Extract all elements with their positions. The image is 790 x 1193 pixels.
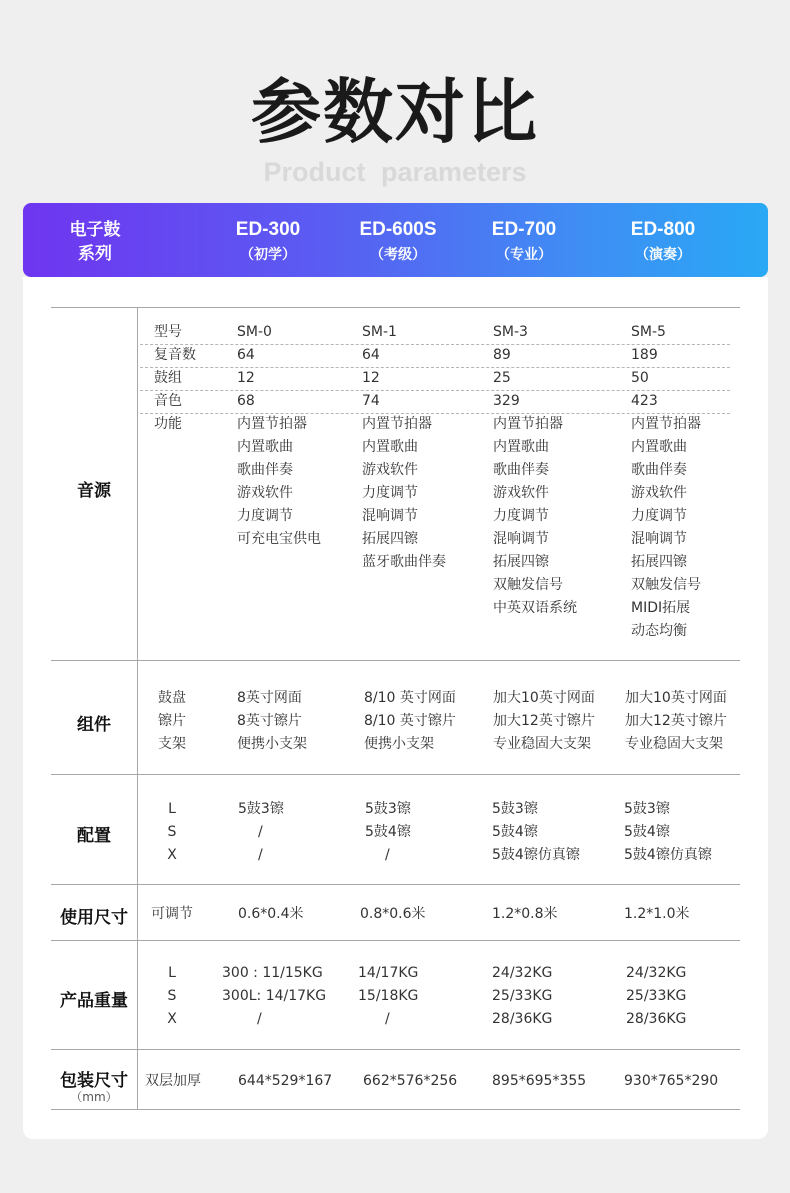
cell: 25 (493, 370, 511, 386)
cell: 15/18KG (358, 988, 419, 1004)
row-divider (51, 774, 740, 775)
model-ed300 (208, 218, 328, 268)
series-label-line1: 电子鼓 (69, 220, 121, 239)
cell: 8英寸镲片 (237, 713, 302, 729)
cell: 5鼓4镲 (365, 824, 411, 840)
cell: / (258, 824, 263, 840)
row-divider (51, 884, 740, 885)
cell: 5鼓3镲 (624, 801, 670, 817)
row-label: 音色 (154, 393, 182, 409)
function-item: 游戏软件 (362, 462, 418, 478)
category-product-weight: 产品重量 (60, 991, 128, 1011)
function-item: 双触发信号 (631, 577, 701, 593)
cell: 加大12英寸镲片 (493, 713, 595, 729)
cell: 加大12英寸镲片 (625, 713, 727, 729)
cell: 加大10英寸网面 (625, 690, 727, 706)
cell: 5鼓4镲仿真镲 (492, 847, 580, 863)
function-item: 内置歌曲 (362, 439, 418, 455)
row-divider (51, 1049, 740, 1050)
cell: 8/10 英寸镲片 (364, 713, 456, 729)
model-ed700 (464, 218, 584, 268)
row-divider (51, 660, 740, 661)
series-label (51, 218, 139, 266)
cell: 12 (362, 370, 380, 386)
cell: 930*765*290 (624, 1073, 719, 1089)
function-item: 混响调节 (631, 531, 687, 547)
function-item: 内置歌曲 (493, 439, 549, 455)
cell: 0.8*0.6米 (360, 906, 426, 922)
model-name: ED-800 (630, 219, 696, 240)
model-level: （专业） (496, 247, 552, 263)
function-list (362, 413, 446, 574)
function-item: 歌曲伴奏 (631, 462, 687, 478)
cell: 便携小支架 (364, 736, 434, 752)
row-label: X (167, 847, 177, 863)
model-header-bar (23, 203, 768, 277)
cell: 189 (631, 347, 658, 363)
cell: 专业稳固大支架 (493, 736, 591, 752)
function-item: 双触发信号 (493, 577, 563, 593)
page-subtitle: Product parameters (263, 157, 527, 187)
model-level: （考级） (370, 247, 426, 263)
category-column-divider (137, 307, 138, 1109)
row-label: 型号 (154, 324, 182, 340)
function-item: 力度调节 (493, 508, 549, 524)
function-item: 游戏软件 (493, 485, 549, 501)
cell: SM-5 (631, 324, 666, 340)
cell: 423 (631, 393, 658, 409)
function-item: 混响调节 (493, 531, 549, 547)
table-bottom-border (51, 1109, 740, 1110)
cell: 25/33KG (626, 988, 687, 1004)
row-label: X (167, 1011, 177, 1027)
packaging-title: 包装尺寸 (60, 1071, 128, 1091)
cell: 5鼓4镲 (492, 824, 538, 840)
cell: 64 (362, 347, 380, 363)
cell: 1.2*0.8米 (492, 906, 558, 922)
cell: SM-0 (237, 324, 272, 340)
model-name: ED-700 (491, 219, 557, 240)
function-item: 拓展四镲 (362, 531, 418, 547)
function-item: 动态均衡 (631, 623, 687, 639)
cell: 300 : 11/15KG (222, 965, 323, 981)
cell: / (385, 847, 390, 863)
function-list (631, 413, 701, 643)
model-name: ED-300 (235, 219, 301, 240)
cell: SM-1 (362, 324, 397, 340)
cell: 25/33KG (492, 988, 553, 1004)
function-item: MIDI拓展 (631, 600, 691, 616)
table-top-border (51, 307, 740, 308)
function-item: 蓝牙歌曲伴奏 (362, 554, 446, 570)
model-name: ED-600S (359, 219, 437, 240)
row-label: 鼓盘 (158, 690, 186, 706)
model-level: （初学） (240, 247, 296, 263)
function-item: 力度调节 (237, 508, 293, 524)
row-label: 可调节 (151, 906, 193, 922)
cell: / (257, 1011, 262, 1027)
function-item: 中英双语系统 (493, 600, 577, 616)
row-label: 复音数 (154, 347, 196, 363)
row-label: 镲片 (158, 713, 186, 729)
cell: 662*576*256 (363, 1073, 458, 1089)
cell: 329 (493, 393, 520, 409)
function-item: 拓展四镲 (493, 554, 549, 570)
series-label-line2: 系列 (78, 244, 112, 263)
cell: 便携小支架 (237, 736, 307, 752)
cell: 24/32KG (492, 965, 553, 981)
function-list (493, 413, 577, 620)
row-label: L (168, 965, 176, 981)
cell: 5鼓3镲 (492, 801, 538, 817)
cell: 8/10 英寸网面 (364, 690, 456, 706)
cell: 专业稳固大支架 (625, 736, 723, 752)
cell: / (258, 847, 263, 863)
function-item: 力度调节 (631, 508, 687, 524)
cell: SM-3 (493, 324, 528, 340)
cell: 89 (493, 347, 511, 363)
row-divider (51, 940, 740, 941)
function-item: 内置歌曲 (237, 439, 293, 455)
row-label: 功能 (154, 416, 182, 432)
row-label: S (167, 824, 177, 840)
cell: 28/36KG (492, 1011, 553, 1027)
function-item: 力度调节 (362, 485, 418, 501)
model-level: （演奏） (635, 247, 691, 263)
cell: 14/17KG (358, 965, 419, 981)
packaging-unit: （mm） (70, 1090, 118, 1104)
cell: 644*529*167 (238, 1073, 333, 1089)
function-item: 内置节拍器 (493, 416, 563, 432)
function-item: 混响调节 (362, 508, 418, 524)
category-sound-source: 音源 (77, 481, 111, 501)
category-configuration: 配置 (77, 826, 111, 846)
function-item: 内置歌曲 (631, 439, 687, 455)
function-item: 内置节拍器 (362, 416, 432, 432)
function-item: 歌曲伴奏 (237, 462, 293, 478)
category-usage-size: 使用尺寸 (60, 908, 128, 928)
cell: 895*695*355 (492, 1073, 587, 1089)
category-components: 组件 (77, 715, 111, 735)
cell: 12 (237, 370, 255, 386)
cell: 0.6*0.4米 (238, 906, 304, 922)
page-title: 参数对比 (251, 71, 539, 153)
cell: 300L: 14/17KG (222, 988, 327, 1004)
function-item: 内置节拍器 (237, 416, 307, 432)
function-item: 歌曲伴奏 (493, 462, 549, 478)
cell: 1.2*1.0米 (624, 906, 690, 922)
cell: 5鼓4镲仿真镲 (624, 847, 712, 863)
row-label: S (167, 988, 177, 1004)
row-label: 双层加厚 (145, 1073, 201, 1089)
cell: 64 (237, 347, 255, 363)
cell: 5鼓3镲 (238, 801, 284, 817)
cell: 24/32KG (626, 965, 687, 981)
cell: 68 (237, 393, 255, 409)
function-item: 内置节拍器 (631, 416, 701, 432)
function-item: 拓展四镲 (631, 554, 687, 570)
row-label: L (168, 801, 176, 817)
category-packaging-size (51, 1066, 137, 1103)
row-label: 支架 (158, 736, 186, 752)
function-item: 游戏软件 (631, 485, 687, 501)
function-item: 游戏软件 (237, 485, 293, 501)
cell: 5鼓4镲 (624, 824, 670, 840)
row-label: 鼓组 (154, 370, 182, 386)
model-ed600s (338, 218, 458, 268)
model-ed800 (603, 218, 723, 268)
cell: 5鼓3镲 (365, 801, 411, 817)
function-list (237, 413, 321, 551)
cell: 8英寸网面 (237, 690, 302, 706)
cell: 28/36KG (626, 1011, 687, 1027)
cell: / (385, 1011, 390, 1027)
cell: 加大10英寸网面 (493, 690, 595, 706)
cell: 50 (631, 370, 649, 386)
function-item: 可充电宝供电 (237, 531, 321, 547)
cell: 74 (362, 393, 380, 409)
